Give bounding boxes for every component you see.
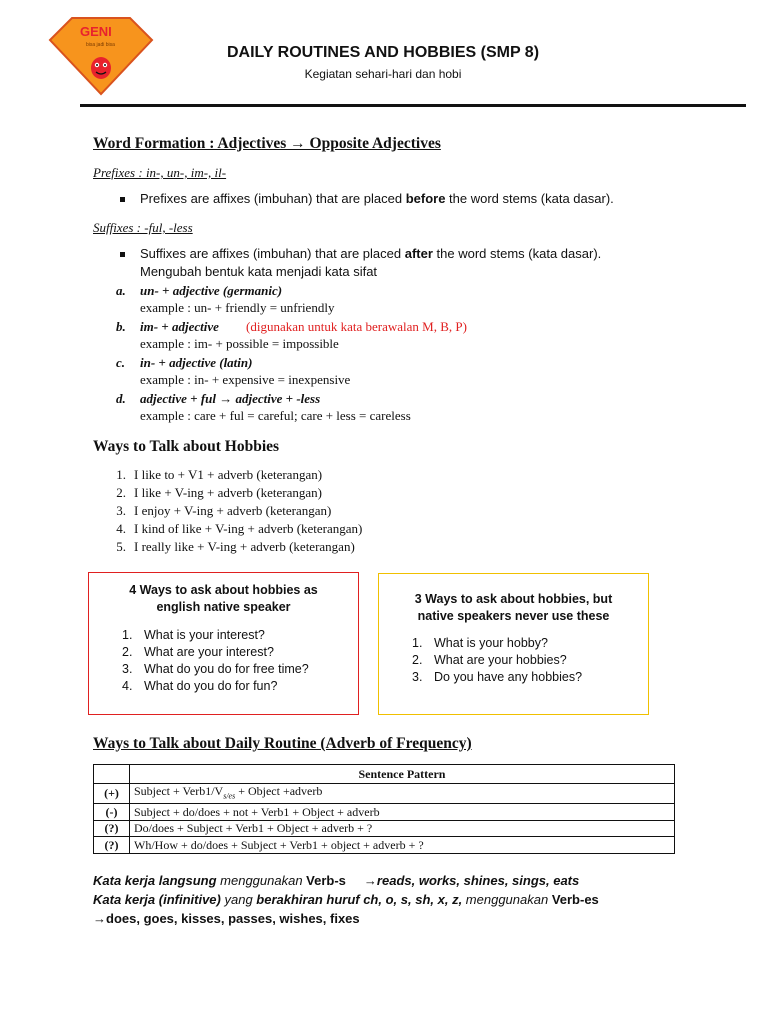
rule-letter: a. (116, 283, 126, 298)
list-number: 3. (116, 503, 126, 518)
native-box-title-line1: 4 Ways to ask about hobbies as (129, 583, 318, 597)
verb-note-line2 (93, 892, 599, 907)
verb-note-form: Verb-s (306, 873, 346, 888)
bullet-icon (120, 197, 125, 202)
verb-note-connector: menggunakan (462, 892, 552, 907)
list-number: 2. (412, 653, 423, 667)
rule-letter: c. (116, 355, 126, 370)
table-header-row (94, 765, 675, 784)
prefix-note-text-end: the word stems (kata dasar). (445, 191, 614, 206)
routine-heading: Ways to Talk about Daily Routine (Adverb of Frequency) (93, 735, 472, 752)
geni-logo (48, 16, 154, 96)
table-row (94, 837, 675, 854)
rule-text: adjective + ful → adjective + -less (140, 391, 321, 406)
list-text: Do you have any hobbies? (434, 670, 583, 684)
hobbies-heading: Ways to Talk about Hobbies (93, 438, 280, 455)
native-questions-box (88, 572, 359, 715)
verb-note-form: Verb-es (551, 892, 599, 907)
table-row (94, 820, 675, 837)
native-box-title-line2: english native speaker (156, 600, 291, 614)
rule-letter: d. (116, 391, 126, 406)
rule-a (116, 283, 716, 299)
list-text: I really like + V-ing + adverb (keterangan) (134, 539, 355, 554)
suffix-note-text: Suffixes are affixes (imbuhan) that are placed (140, 246, 405, 261)
row-symbol: (+) (94, 784, 130, 804)
suffix-note-line2: Mengubah bentuk kata menjadi kata sifat (140, 264, 378, 279)
row-symbol: (-) (94, 804, 130, 821)
row-pattern: Do/does + Subject + Verb1 + Object + adverb + ? (130, 820, 675, 837)
rule-c-example: example : in- + expensive = inexpensive (140, 372, 351, 387)
rule-note: (digunakan untuk kata berawalan M, B, P) (246, 319, 467, 334)
row-symbol: (?) (94, 837, 130, 854)
list-text: I kind of like + V-ing + adverb (keterangan) (134, 521, 363, 536)
list-text: I like to + V1 + adverb (keterangan) (134, 467, 323, 482)
list-text: What do you do for free time? (144, 662, 309, 676)
page-subtitle: Kegiatan sehari-hari dan hobi (304, 67, 462, 81)
prefix-note-bold: before (405, 191, 446, 206)
prefix-note-text: Prefixes are affixes (imbuhan) that are placed (140, 191, 406, 206)
rule-a-example: example : un- + friendly = unfriendly (140, 300, 335, 315)
rule-text: un- + adjective (germanic) (140, 283, 283, 298)
avoid-box-title-line2: native speakers never use these (417, 609, 610, 623)
verb-note-term: Kata kerja langsung (93, 873, 217, 888)
verb-note-line1 (93, 873, 579, 888)
list-number: 1. (412, 636, 423, 650)
list-number: 4. (122, 679, 133, 693)
rule-c (116, 355, 716, 371)
sentence-pattern-table (93, 764, 675, 854)
row-pattern-rest: + Object +adverb (235, 784, 323, 798)
suffix-note-bold: after (404, 246, 433, 261)
word-formation-heading: Word Formation : Adjectives → Opposite Adjectives (93, 135, 441, 152)
verb-note-line3: →does, goes, kisses, passes, wishes, fixes (93, 911, 360, 926)
list-text: I like + V-ing + adverb (keterangan) (134, 485, 322, 500)
list-number: 2. (122, 645, 133, 659)
suffixes-label: Suffixes : -ful, -less (93, 220, 193, 235)
list-number: 4. (116, 521, 126, 536)
rule-letter: b. (116, 319, 126, 334)
suffix-note-text-end: the word stems (kata dasar). (432, 246, 602, 261)
verb-note-connector: yang (220, 892, 257, 907)
table-row (94, 804, 675, 821)
logo-text: GENI (80, 24, 112, 39)
list-number: 1. (116, 467, 126, 482)
list-text: What is your hobby? (434, 636, 548, 650)
avoid-box-title (379, 591, 648, 625)
list-text: What are your hobbies? (434, 653, 567, 667)
native-box-title (89, 582, 358, 616)
avoid-box-title-line1: 3 Ways to ask about hobbies, but (414, 592, 613, 606)
verb-note-examples: →reads, works, shines, sings, eats (363, 873, 580, 888)
row-pattern: Subject + do/does + not + Verb1 + Object + adverb (130, 804, 675, 821)
prefixes-label: Prefixes : in-, un-, im-, il- (93, 165, 227, 180)
list-number: 3. (412, 670, 423, 684)
header-divider (80, 104, 746, 107)
rule-text: im- + adjective (140, 319, 219, 334)
rule-d-example: example : care + ful = careful; care + less = careless (140, 408, 411, 423)
row-pattern: Wh/How + do/does + Subject + Verb1 + object + adverb + ? (130, 837, 675, 854)
logo-tagline: bisa jadi bisa (86, 42, 115, 48)
list-text: What is your interest? (144, 628, 265, 642)
rule-d (116, 391, 716, 407)
row-pattern (130, 784, 675, 804)
table-header-empty (94, 765, 130, 784)
list-number: 5. (116, 539, 126, 554)
table-row (94, 784, 675, 804)
row-pattern-text: Subject + Verb1/V (134, 784, 224, 798)
avoid-questions-box (378, 573, 649, 715)
list-text: What are your interest? (144, 645, 274, 659)
list-number: 1. (122, 628, 133, 642)
verb-note-connector: menggunakan (216, 873, 307, 888)
verb-note-term: Kata kerja (infinitive) (93, 892, 221, 907)
rule-text: in- + adjective (latin) (140, 355, 253, 370)
rule-b (116, 319, 716, 335)
row-pattern-sub: s/es (223, 791, 236, 801)
list-text: What do you do for fun? (144, 679, 278, 693)
verb-note-endings: berakhiran huruf ch, o, s, sh, x, z, (256, 892, 463, 907)
table-header: Sentence Pattern (130, 765, 675, 784)
list-number: 2. (116, 485, 126, 500)
rule-b-example: example : im- + possible = impossible (140, 336, 339, 351)
bullet-icon (120, 252, 125, 257)
list-text: I enjoy + V-ing + adverb (keterangan) (134, 503, 332, 518)
list-number: 3. (122, 662, 133, 676)
row-symbol: (?) (94, 820, 130, 837)
page-title: DAILY ROUTINES AND HOBBIES (SMP 8) (226, 44, 540, 61)
